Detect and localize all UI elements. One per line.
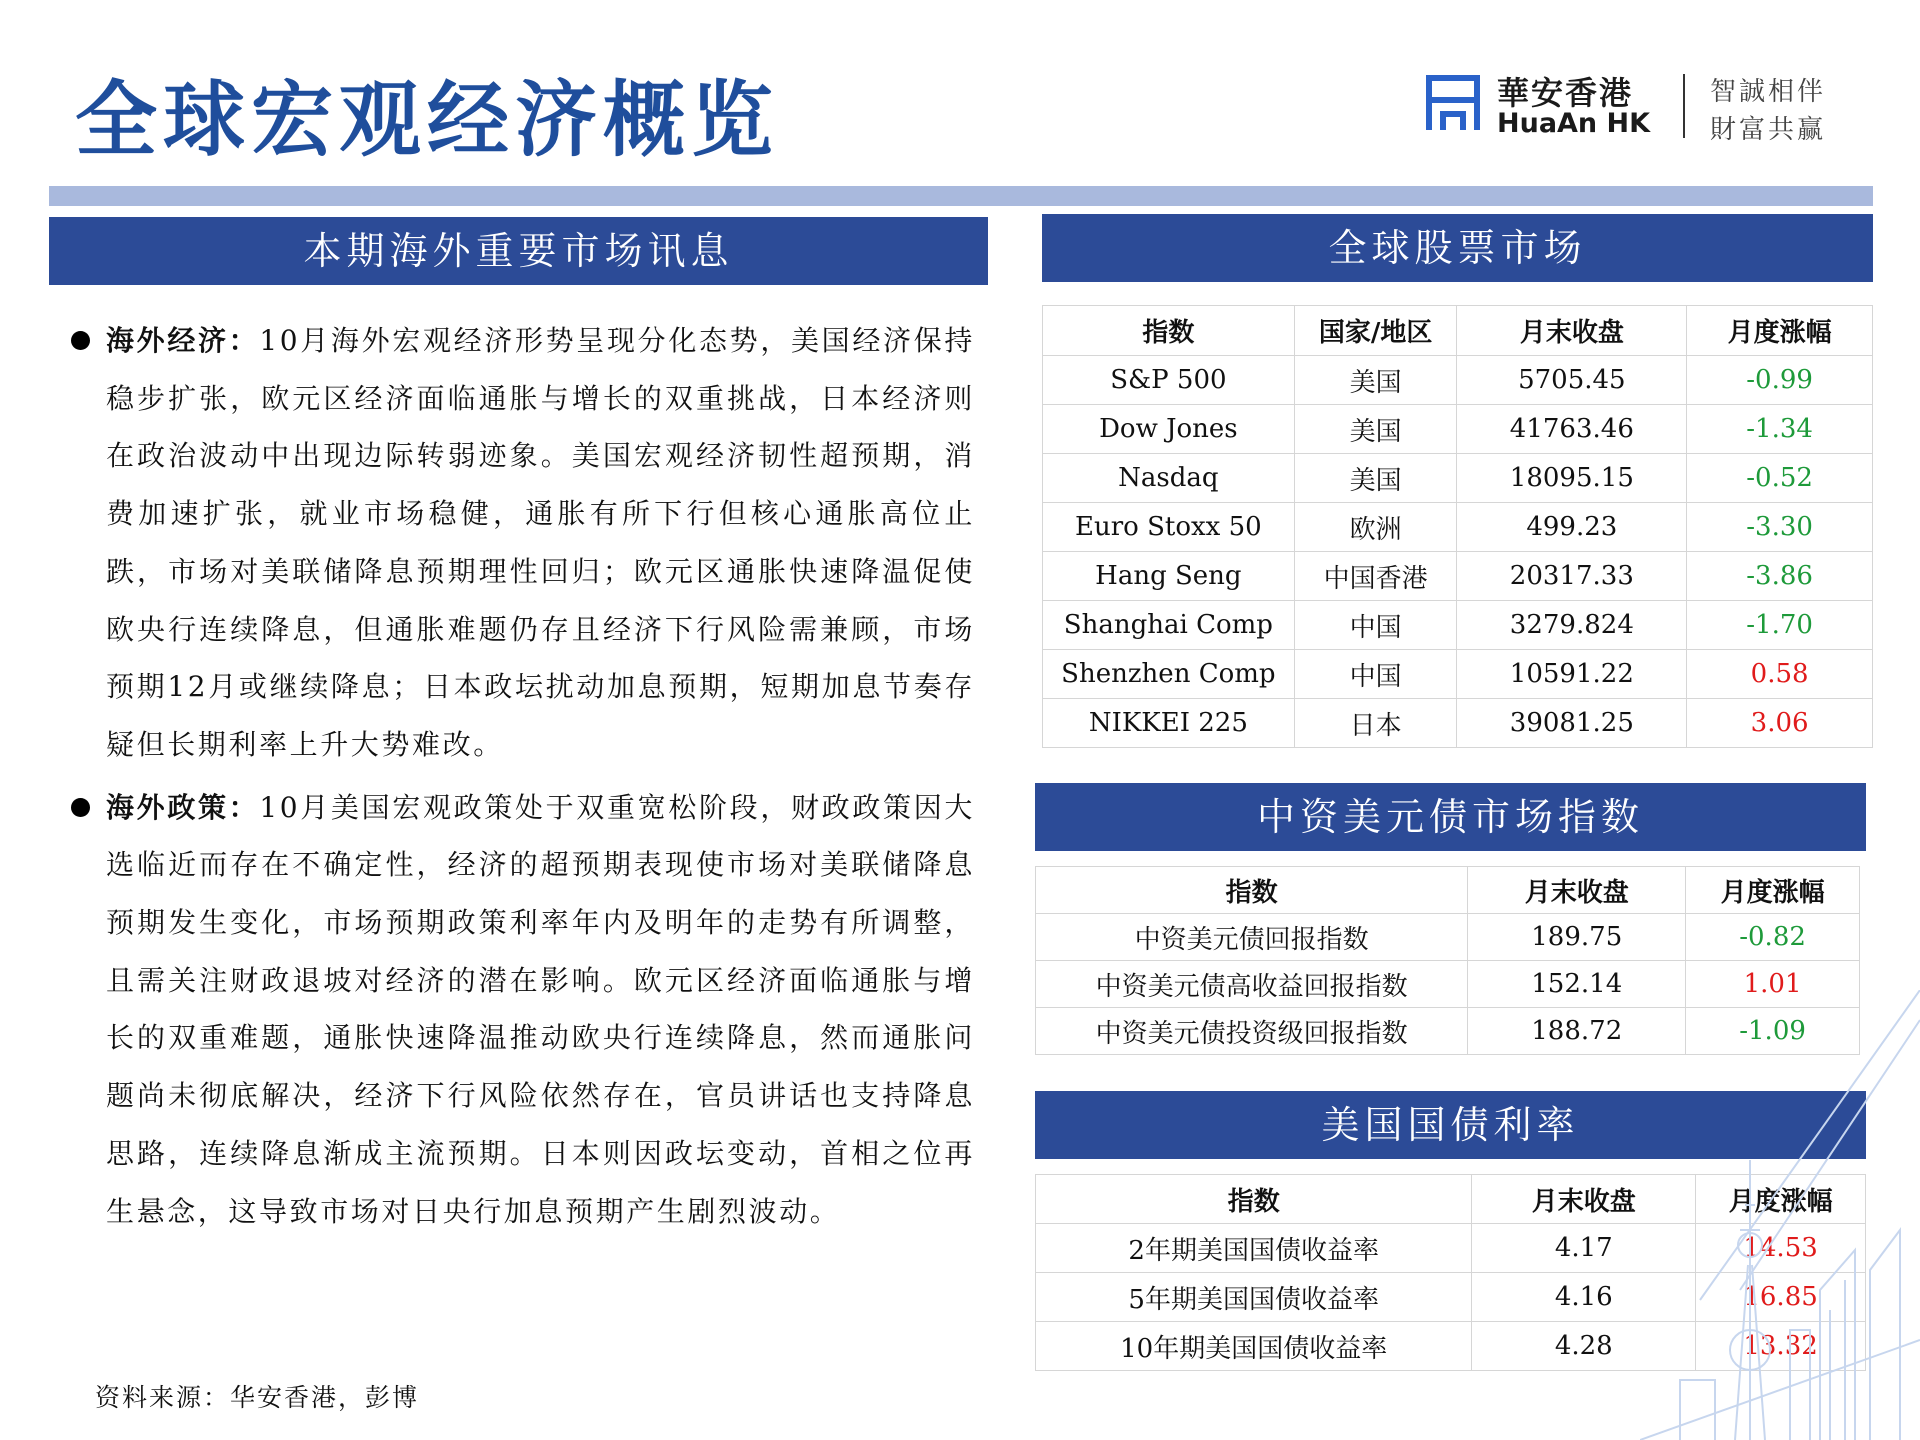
market-news-list: [65, 312, 975, 1245]
us-treasury-header: 美国国债利率: [1035, 1091, 1866, 1159]
region-cell: 美国: [1294, 356, 1457, 405]
change-cell: -0.99: [1687, 356, 1873, 405]
column-header: 指数: [1043, 306, 1295, 356]
close-cell: 499.23: [1457, 503, 1687, 552]
table-row: [1036, 914, 1860, 961]
change-cell: -3.30: [1687, 503, 1873, 552]
change-cell: 3.06: [1687, 699, 1873, 748]
index-name-cell: NIKKEI 225: [1043, 699, 1295, 748]
bullet-text: 10月美国宏观政策处于双重宽松阶段，财政政策因大选临近而存在不确定性，经济的超预期表现使市场对美联储降息预期发生变化，市场预期政策利率年内及明年的走势有所调整，且需关注财政退坡对经济的潜在影响。欧元区经济面临通胀与增长的双重难题，通胀快速降温推动欧央行连续降息，然而通胀问题尚未彻底解决，经济下行风险依然存在，官员讲话也支持降息思路，连续降息渐成主流预期。日本则因政坛变动，首相之位再生悬念，这导致市场对日央行加息预期产生剧烈波动。: [106, 790, 975, 1228]
close-cell: 152.14: [1468, 961, 1686, 1008]
logo-name-en: HuaAn HK: [1497, 108, 1651, 139]
logo-slogan-1: 智誠相伴: [1710, 77, 1827, 107]
table-row: [1043, 699, 1873, 748]
global-stocks-header: 全球股票市场: [1042, 214, 1873, 282]
column-header: 月度涨幅: [1696, 1175, 1866, 1224]
news-bullet-policy: [65, 779, 975, 1241]
logo-name-cn: 華安香港: [1497, 74, 1634, 112]
close-cell: 18095.15: [1457, 454, 1687, 503]
china-usd-bond-header: 中资美元债市场指数: [1035, 783, 1866, 851]
index-name-cell: Shanghai Comp: [1043, 601, 1295, 650]
close-cell: 39081.25: [1457, 699, 1687, 748]
change-cell: -1.34: [1687, 405, 1873, 454]
index-name-cell: Euro Stoxx 50: [1043, 503, 1295, 552]
close-cell: 3279.824: [1457, 601, 1687, 650]
logo-divider: [1683, 74, 1685, 138]
index-name-cell: 中资美元债高收益回报指数: [1036, 961, 1468, 1008]
region-cell: 美国: [1294, 454, 1457, 503]
column-header: 月末收盘: [1468, 867, 1686, 914]
index-name-cell: Hang Seng: [1043, 552, 1295, 601]
region-cell: 中国: [1294, 650, 1457, 699]
change-cell: 16.85: [1696, 1273, 1866, 1322]
close-cell: 41763.46: [1457, 405, 1687, 454]
column-header: 月末收盘: [1457, 306, 1687, 356]
index-name-cell: 中资美元债投资级回报指数: [1036, 1008, 1468, 1055]
change-cell: 13.32: [1696, 1322, 1866, 1371]
close-cell: 20317.33: [1457, 552, 1687, 601]
region-cell: 日本: [1294, 699, 1457, 748]
index-name-cell: Dow Jones: [1043, 405, 1295, 454]
change-cell: -1.70: [1687, 601, 1873, 650]
index-name-cell: S&P 500: [1043, 356, 1295, 405]
change-cell: -0.82: [1686, 914, 1860, 961]
table-row: [1043, 454, 1873, 503]
table-row: [1043, 650, 1873, 699]
global-stocks-table: [1042, 305, 1873, 748]
region-cell: 中国: [1294, 601, 1457, 650]
index-name-cell: Shenzhen Comp: [1043, 650, 1295, 699]
change-cell: 0.58: [1687, 650, 1873, 699]
change-cell: -1.09: [1686, 1008, 1860, 1055]
source-note: 资料来源：华安香港，彭博: [95, 1383, 420, 1412]
close-cell: 4.28: [1472, 1322, 1696, 1371]
bullet-text: 10月海外宏观经济形势呈现分化态势，美国经济保持稳步扩张，欧元区经济面临通胀与增长的双重挑战，日本经济则在政治波动中出现边际转弱迹象。美国宏观经济韧性超预期，消费加速扩张，就业市场稳健，通胀有所下行但核心通胀高位止跌，市场对美联储降息预期理性回归；欧元区通胀快速降温促使欧央行连续降息，但通胀难题仍存且经济下行风险需兼顾，市场预期12月或继续降息；日本政坛扰动加息预期，短期加息节奏存疑但长期利率上升大势难改。: [106, 324, 975, 761]
close-cell: 4.17: [1472, 1224, 1696, 1273]
header-divider-band: [49, 186, 1873, 206]
change-cell: -0.52: [1687, 454, 1873, 503]
table-row: [1043, 552, 1873, 601]
change-cell: 1.01: [1686, 961, 1860, 1008]
region-cell: 美国: [1294, 405, 1457, 454]
table-header-row: [1043, 306, 1873, 356]
bullet-dot-icon: [71, 798, 90, 817]
market-news-header: 本期海外重要市场讯息: [49, 217, 988, 285]
index-name-cell: 2年期美国国债收益率: [1036, 1224, 1472, 1273]
change-cell: 14.53: [1696, 1224, 1866, 1273]
close-cell: 4.16: [1472, 1273, 1696, 1322]
huaan-logo-icon: [1425, 72, 1481, 134]
table-row: [1043, 503, 1873, 552]
bullet-label: 海外经济：: [106, 324, 260, 357]
column-header: 月度涨幅: [1687, 306, 1873, 356]
city-skyline-decoration: [1640, 990, 1920, 1440]
change-cell: -3.86: [1687, 552, 1873, 601]
close-cell: 5705.45: [1457, 356, 1687, 405]
region-cell: 欧洲: [1294, 503, 1457, 552]
column-header: 月末收盘: [1472, 1175, 1696, 1224]
table-row: [1043, 356, 1873, 405]
region-cell: 中国香港: [1294, 552, 1457, 601]
table-row: [1043, 601, 1873, 650]
column-header: 指数: [1036, 867, 1468, 914]
bullet-dot-icon: [71, 331, 90, 350]
index-name-cell: 中资美元债回报指数: [1036, 914, 1468, 961]
index-name-cell: 10年期美国国债收益率: [1036, 1322, 1472, 1371]
index-name-cell: 5年期美国国债收益率: [1036, 1273, 1472, 1322]
logo-slogan-2: 財富共赢: [1710, 115, 1827, 145]
close-cell: 10591.22: [1457, 650, 1687, 699]
column-header: 国家/地区: [1294, 306, 1457, 356]
column-header: 月度涨幅: [1686, 867, 1860, 914]
huaan-logo: [1425, 68, 1845, 148]
index-name-cell: Nasdaq: [1043, 454, 1295, 503]
table-row: [1043, 405, 1873, 454]
news-bullet-economy: [65, 312, 975, 774]
bullet-label: 海外政策：: [106, 790, 260, 824]
page-title: 全球宏观经济概览: [75, 73, 780, 168]
column-header: 指数: [1036, 1175, 1472, 1224]
close-cell: 188.72: [1468, 1008, 1686, 1055]
table-header-row: [1036, 867, 1860, 914]
close-cell: 189.75: [1468, 914, 1686, 961]
